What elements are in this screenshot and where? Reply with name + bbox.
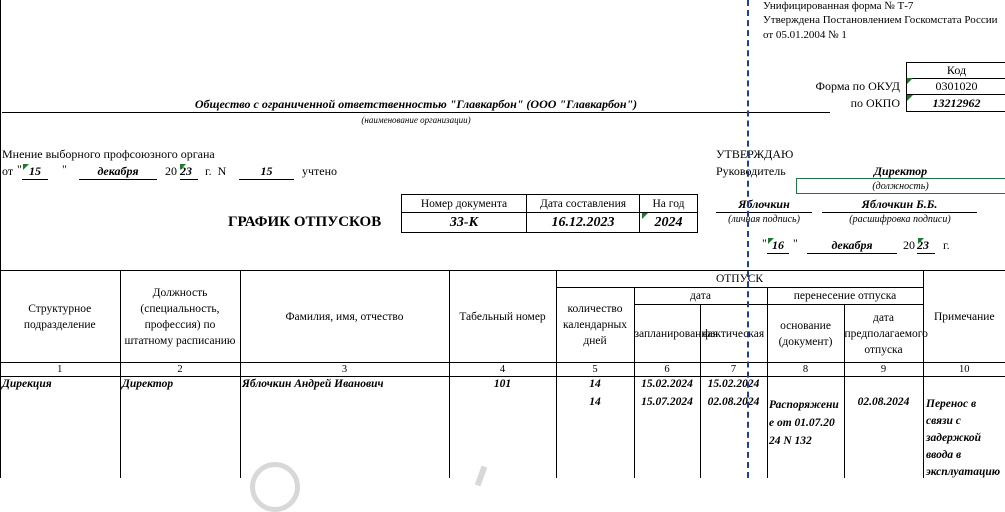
col-expected-header: дата предполагаемого отпуска	[844, 305, 923, 363]
col-num: 3	[240, 363, 449, 377]
union-year-suffix: г. N	[205, 164, 227, 178]
col-num: 5	[556, 363, 634, 377]
col-tab-header: Табельный номер	[449, 271, 556, 363]
col-leave-header: ОТПУСК	[556, 271, 923, 288]
okpo-value: 13212962	[906, 95, 1005, 112]
row-planned-2: 15.07.2024	[641, 396, 693, 408]
row-dept: Дирекция	[2, 378, 52, 390]
cell-marker	[907, 78, 913, 84]
doc-number-value: 33-К	[402, 213, 527, 233]
row-note: Перенос в связи с задержкой ввода в эксплуатацию	[926, 398, 1001, 478]
union-day: 15	[22, 164, 48, 180]
approve-position-caption: (должность)	[872, 181, 929, 192]
col-num: 2	[120, 363, 240, 377]
union-month: декабря	[79, 164, 157, 180]
form-header-line1: Унифицированная форма № Т-7	[763, 0, 914, 12]
codes-header: Код	[906, 62, 1005, 79]
approve-year-suffix: г.	[943, 238, 950, 252]
approve-month: декабря	[807, 238, 897, 254]
approve-year-prefix: 20	[903, 238, 915, 252]
row-actual-1: 15.02.2024	[707, 378, 760, 390]
cell-marker	[180, 164, 186, 170]
row-name: Яблочкин Андрей Иванович	[242, 378, 384, 390]
approve-signature: Яблочкин	[716, 197, 812, 213]
cell-marker	[23, 164, 29, 170]
approve-quote-close: "	[793, 236, 798, 250]
col-actual-header: фактическая	[700, 305, 767, 363]
doc-year-header: На год	[640, 195, 698, 213]
col-transfer-header: перенесение отпуска	[767, 288, 923, 305]
col-days-header: количество календарных дней	[556, 288, 634, 363]
col-num: 4	[449, 363, 556, 377]
approve-position: Директор	[873, 164, 928, 178]
approve-name: Яблочкин Б.Б.	[822, 197, 977, 213]
union-quote-close: "	[62, 162, 67, 176]
col-num: 9	[844, 363, 923, 377]
watermark-fragment	[250, 462, 300, 512]
col-num: 1	[0, 363, 120, 377]
okud-value: 0301020	[906, 78, 1005, 95]
approve-signature-caption: (личная подпись)	[728, 214, 800, 225]
col-date-header: дата	[634, 288, 767, 305]
row-tab: 101	[493, 378, 512, 390]
cell-marker	[642, 213, 648, 219]
union-quote-open: "	[17, 162, 22, 176]
form-header-line2: Утверждена Постановлением Госкомстата России	[763, 14, 998, 26]
union-number: 15	[239, 164, 294, 180]
okud-label: Форма по ОКУД	[815, 79, 900, 93]
approve-day: 16	[767, 238, 789, 254]
document-info-table	[401, 194, 698, 233]
doc-date-value: 16.12.2023	[527, 213, 640, 233]
union-noted: учтено	[302, 164, 338, 178]
union-from: от	[2, 164, 14, 178]
col-dept-header: Структурное подразделение	[0, 271, 120, 363]
col-name-header: Фамилия, имя, отчество	[240, 271, 449, 363]
col-num: 7	[700, 363, 767, 377]
row-actual-2: 02.08.2024	[707, 396, 760, 408]
union-year-prefix: 20	[165, 164, 177, 178]
document-title: ГРАФИК ОТПУСКОВ	[228, 214, 382, 230]
col-num: 10	[923, 363, 1005, 377]
col-num: 6	[634, 363, 700, 377]
approve-title: УТВЕРЖДАЮ	[716, 147, 794, 161]
col-position-header: Должность (специальность, профессия) по штатному расписанию	[120, 271, 240, 363]
page-break-line	[747, 0, 749, 478]
col-planned-header: запланированная	[634, 305, 700, 363]
doc-date-header: Дата составления	[527, 195, 640, 213]
schedule-header-table	[0, 270, 1005, 377]
col-basis-header: основание (документ)	[767, 305, 844, 363]
form-header-line3: от 05.01.2004 № 1	[763, 29, 847, 41]
approve-quote-open: "	[762, 236, 767, 250]
col-num: 8	[767, 363, 844, 377]
row-position: Директор	[122, 378, 174, 390]
okpo-label: по ОКПО	[850, 96, 900, 110]
approve-year: 23	[917, 238, 935, 254]
row-days-1: 14	[589, 378, 601, 390]
organization-caption: (наименование организации)	[361, 115, 471, 125]
row-basis: Распоряжение от 01.07.2024 N 132	[769, 399, 839, 447]
row-planned-1: 15.02.2024	[641, 378, 693, 390]
row-days-2: 14	[589, 396, 601, 408]
doc-year-value: 2024	[640, 213, 698, 233]
cell-marker	[918, 238, 924, 244]
union-line1: Мнение выборного профсоюзного органа	[2, 147, 215, 161]
table-row	[0, 378, 1005, 478]
approve-head: Руководитель	[716, 164, 786, 178]
organization-name: Общество с ограниченной ответственностью "Главкарбон" (ООО "Главкарбон")	[2, 97, 830, 113]
approve-name-caption: (расшифровка подписи)	[849, 214, 951, 225]
cell-marker	[768, 238, 774, 244]
union-year: 23	[180, 164, 198, 180]
cell-marker	[907, 95, 913, 101]
col-note-header: Примечание	[923, 271, 1005, 363]
doc-number-header: Номер документа	[402, 195, 527, 213]
row-expected: 02.08.2024	[857, 396, 910, 408]
